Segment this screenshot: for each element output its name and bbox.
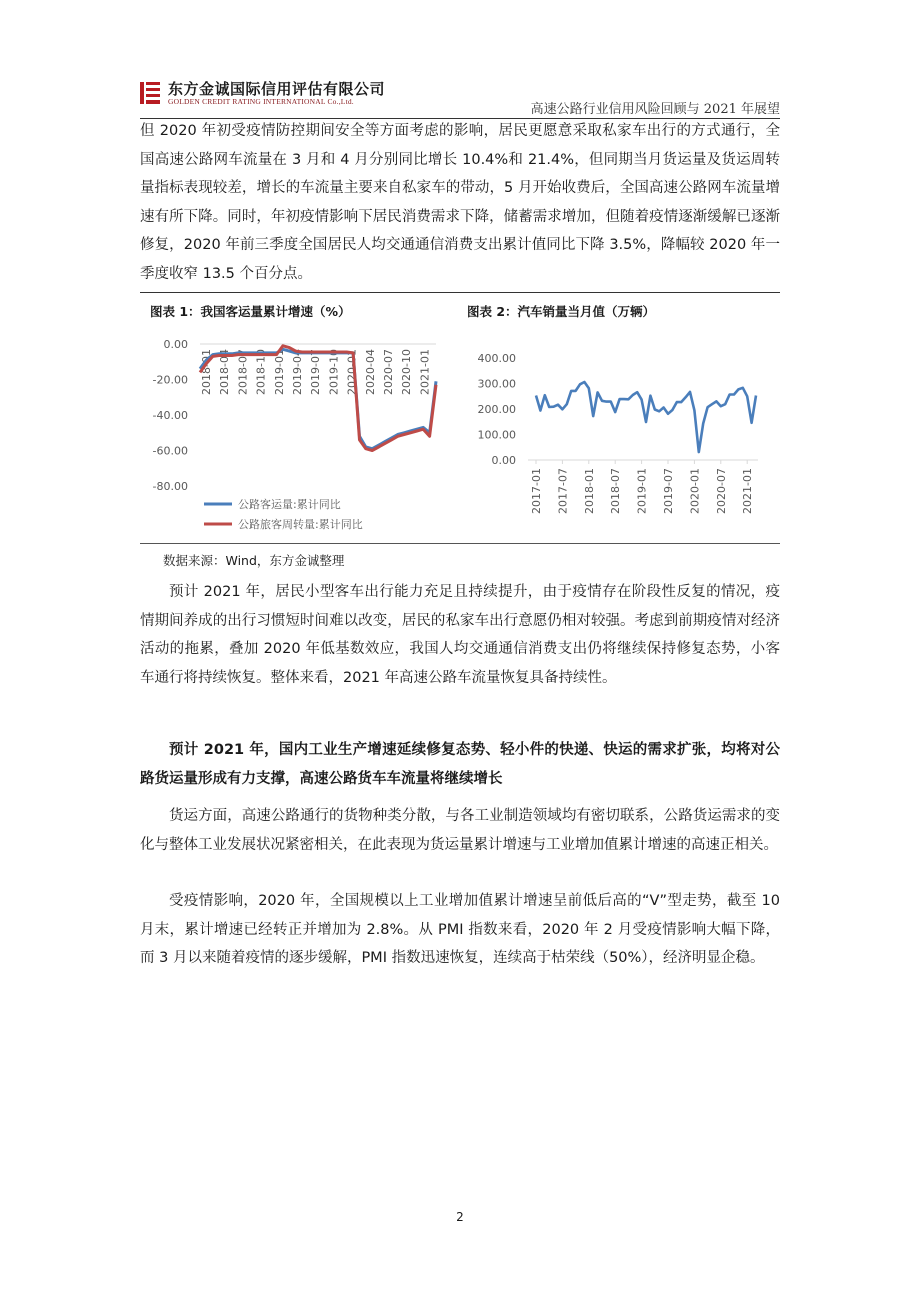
x-tick-label: 2019-01 xyxy=(272,349,286,395)
y-tick-label: 0.00 xyxy=(491,454,516,467)
x-tick-label: 2018-07 xyxy=(236,349,250,395)
x-tick-label: 2019-10 xyxy=(327,349,341,395)
x-tick-label: 2019-04 xyxy=(291,349,304,395)
section-heading: 预计 2021 年，国内工业生产增速延续修复态势、轻小件的快递、快运的需求扩张，均将对公路货运量形成有力支撑，高速公路货车车流量将继续增长 xyxy=(140,742,780,787)
y-tick-label: -40.00 xyxy=(152,409,188,422)
y-tick-label: 400.00 xyxy=(477,352,516,365)
x-tick-label: 2018-01 xyxy=(582,468,596,514)
company-name-cn: 东方金诚国际信用评估有限公司 xyxy=(168,80,386,98)
page-header xyxy=(140,76,780,120)
y-tick-label: 300.00 xyxy=(477,377,516,391)
figure-1-title: 图表 1：我国客运量累计增速（%） xyxy=(150,304,351,319)
y-tick-label: 0.00 xyxy=(163,338,188,351)
legend-label: 公路客运量:累计同比 xyxy=(238,498,341,511)
x-tick-label: 2018-07 xyxy=(609,468,623,514)
company-name-en: GOLDEN CREDIT RATING INTERNATIONAL Co.,Ltd. xyxy=(168,97,354,106)
paragraph-2: 预计 2021 年，居民小型客车出行能力充足且持续提升，由于疫情存在阶段性反复的情况，疫情期间养成的出行习惯短时间难以改变，居民的私家车出行意愿仍相对较强。考虑到前期疫情对经济活动的拖累，叠加 2020 年低基数效应，我国人均交通通信消费支出仍将继续保持修复态势，小客车通行将持续恢复。整体来看，2021 年高速公路车流量恢复具备持续性。 xyxy=(140,584,780,686)
y-tick-label: -20.00 xyxy=(152,373,188,387)
page-number: 2 xyxy=(456,1210,464,1224)
x-tick-label: 2020-04 xyxy=(363,349,377,395)
x-tick-label: 2020-01 xyxy=(688,468,702,514)
x-tick-label: 2019-07 xyxy=(309,349,323,395)
figure-top-rule xyxy=(140,292,780,293)
paragraph-4: 受疫情影响，2020 年，全国规模以上工业增加值累计增速呈前低后高的“V”型走势，截至 10 月末，累计增速已经转正并增加为 2.8%。从 PMI 指数来看，2020 年 2 月受疫情影响大幅下降，而 3 月以来随着疫情的逐步缓解，PMI 指数迅速恢复，连续高于枯荣线（50%），经济明显企稳。 xyxy=(140,893,780,966)
figure-bottom-rule xyxy=(140,543,780,544)
x-tick-label: 2020-10 xyxy=(400,349,414,395)
paragraph-3: 货运方面，高速公路通行的货物种类分散，与各工业制造领域均有密切联系，公路货运需求的变化与整体工业发展状况紧密相关，在此表现为货运量累计增速与工业增加值累计增速的高速正相关。 xyxy=(140,808,780,853)
paragraph-1: 但 2020 年初受疫情防控期间安全等方面考虑的影响，居民更愿意采取私家车出行的方式通行，全国高速公路网车流量在 3 月和 4 月分别同比增长 10.4%和 21.4%，但同期当月货运量及货运周转量指标表现较差，增长的车流量主要来自私家车的带动，5 月开始收费后，全国高速公路网车流量增速有所下降。同时，年初疫情影响下居民消费需求下降，储蓄需求增加，但随着疫情逐渐缓解已逐渐修复，2020 年前三季度全国居民人均交通通信消费支出累计值同比下降 3.5%，降幅较 2020 年一季度收窄 13.5 个百分点。 xyxy=(140,123,780,282)
x-tick-label: 2017-01 xyxy=(530,468,543,514)
y-tick-label: 100.00 xyxy=(477,428,516,442)
figure-source-note: 数据来源：Wind，东方金诚整理 xyxy=(163,553,345,568)
x-tick-label: 2018-04 xyxy=(218,349,232,395)
figure-2-title: 图表 2：汽车销量当月值（万辆） xyxy=(467,304,656,319)
x-tick-label: 2020-07 xyxy=(714,468,728,514)
x-tick-label: 2020-07 xyxy=(382,349,395,395)
y-tick-label: -60.00 xyxy=(152,444,188,458)
chart-auto-sales xyxy=(460,340,780,540)
legend-label: 公路旅客周转量:累计同比 xyxy=(238,518,363,531)
chart-passenger-growth xyxy=(140,328,450,540)
document-title: 高速公路行业信用风险回顾与 2021 年展望 xyxy=(530,102,780,117)
x-tick-label: 2018-01 xyxy=(200,349,213,395)
series-line xyxy=(536,382,756,452)
x-tick-label: 2021-01 xyxy=(741,468,755,514)
x-tick-label: 2018-10 xyxy=(254,349,268,395)
x-tick-label: 2017-07 xyxy=(556,468,570,514)
company-logo-icon xyxy=(140,82,160,104)
x-tick-label: 2019-01 xyxy=(635,468,649,514)
x-tick-label: 2021-01 xyxy=(418,349,432,395)
x-tick-label: 2019-07 xyxy=(662,468,675,514)
y-tick-label: 200.00 xyxy=(477,403,516,416)
x-tick-label: 2020-01 xyxy=(345,349,359,395)
y-tick-label: -80.00 xyxy=(152,480,188,493)
